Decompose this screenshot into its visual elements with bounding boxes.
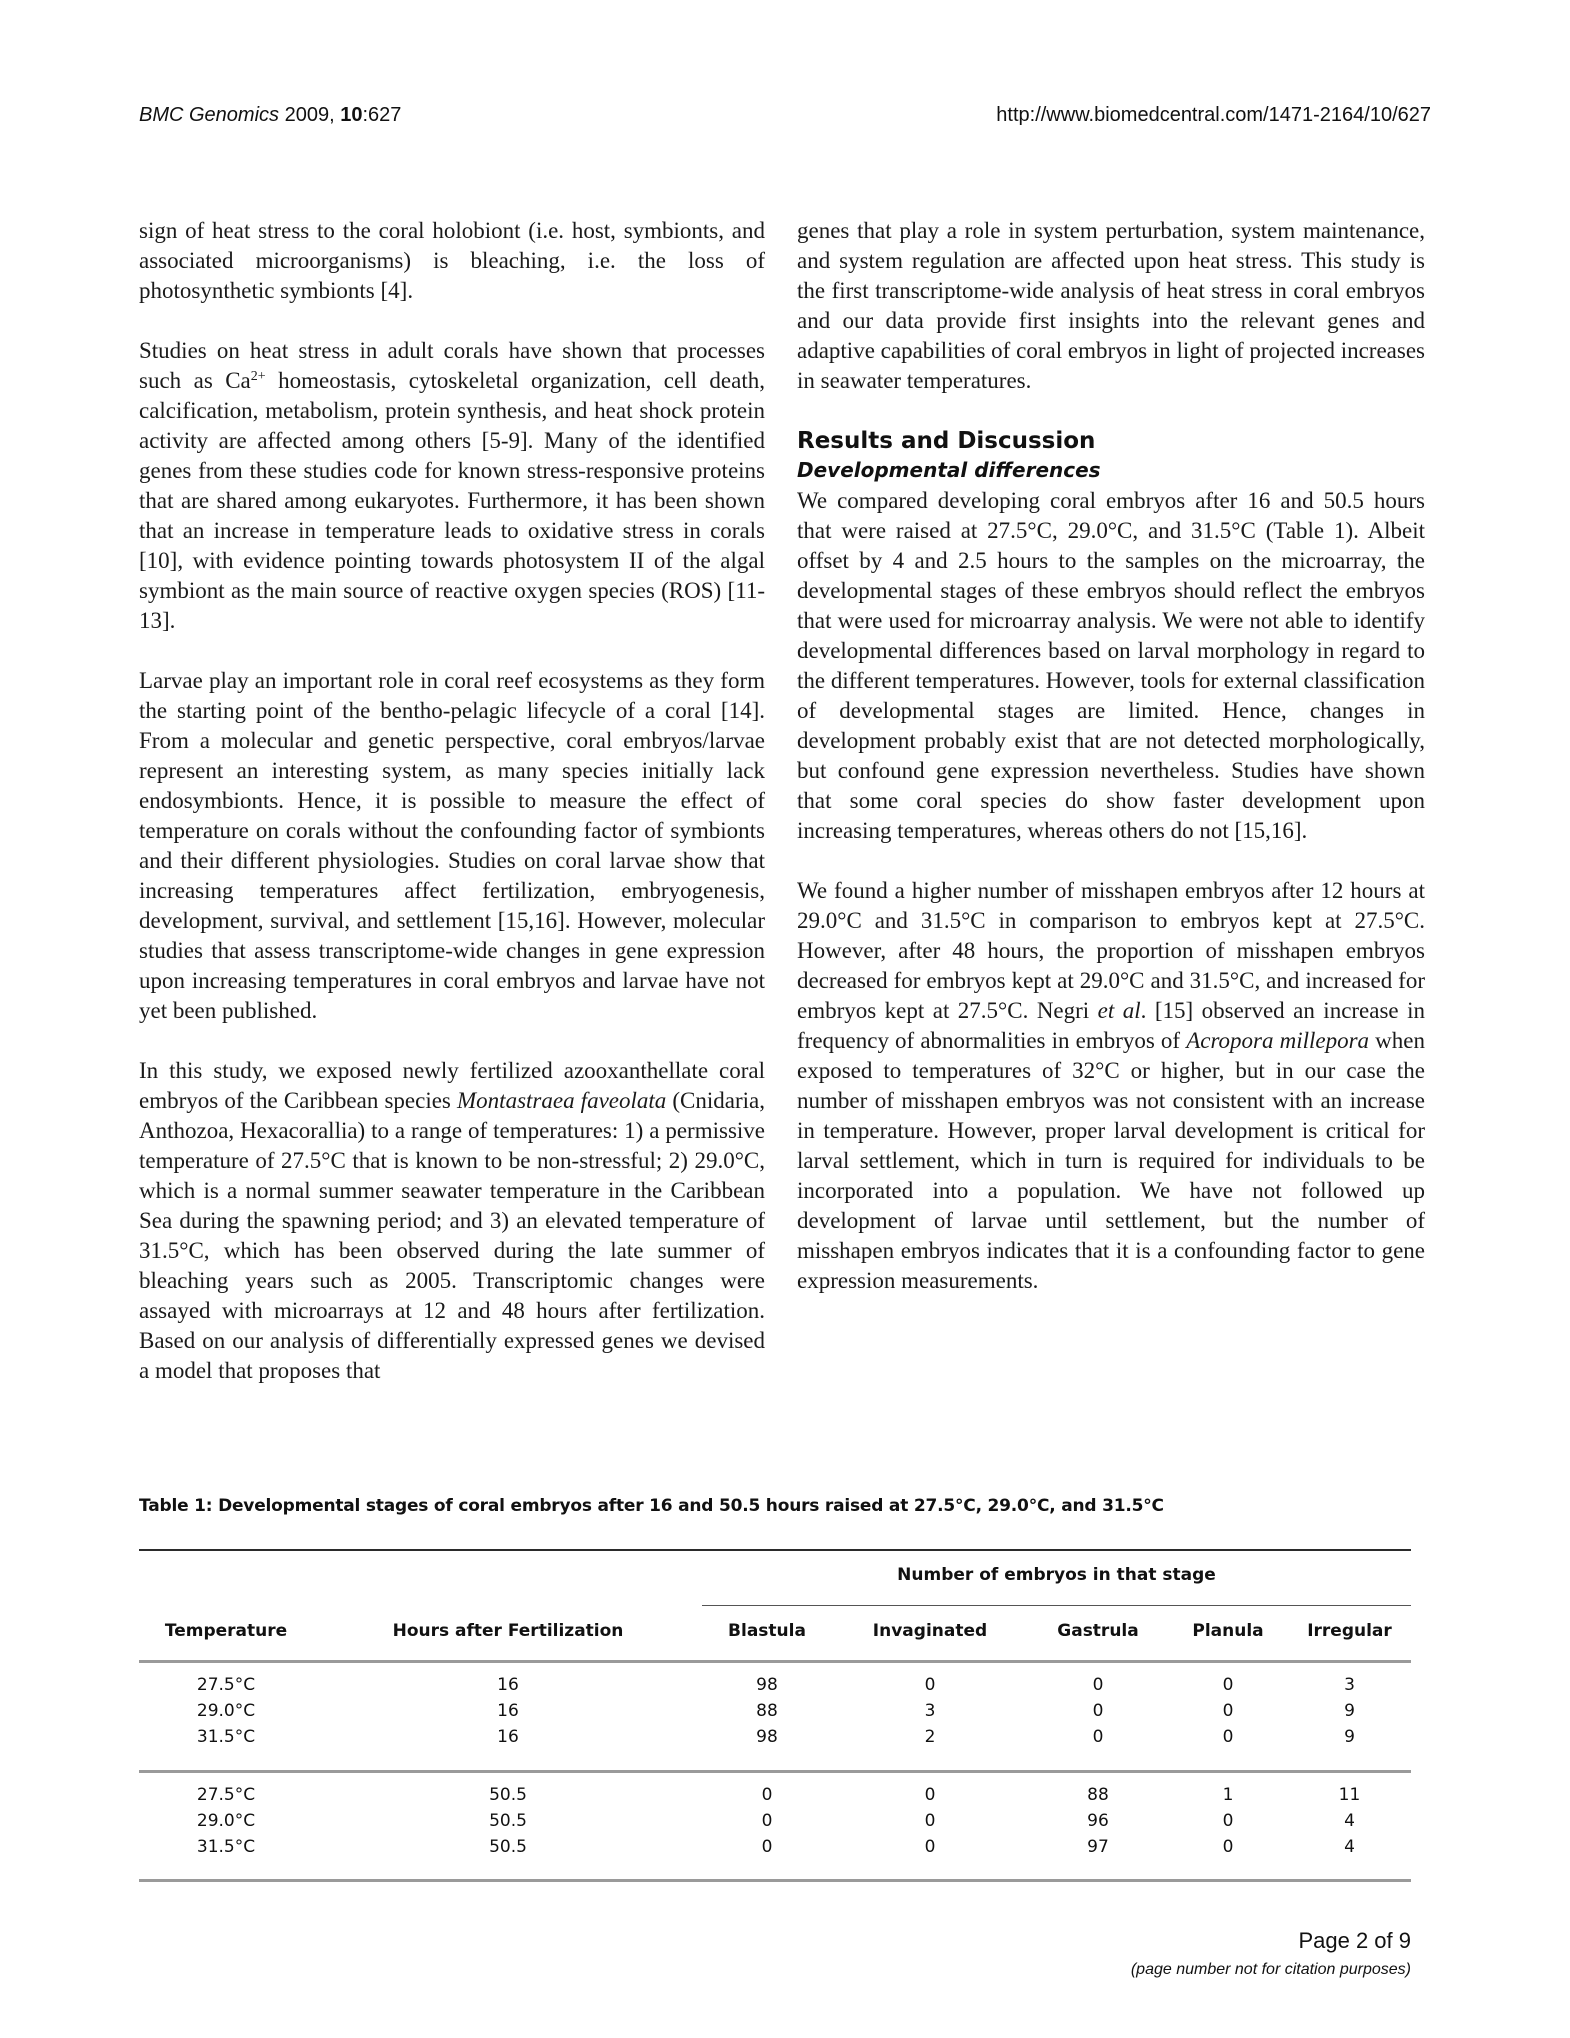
cell-irregular: 4 [1344,1811,1355,1831]
journal-year: 2009, [284,104,335,126]
text-run: Studies on heat stress in adult corals have shown that processes such as Ca [139,338,765,393]
page-number: Page 2 of 9 [1298,1928,1411,1953]
cell-invaginated: 0 [924,1837,936,1857]
species-name: Acropora millepora [1186,1028,1370,1053]
cell-planula: 0 [1222,1727,1234,1747]
journal-name: BMC Genomics [139,104,280,126]
cell-temperature: 27.5°C [196,1675,256,1695]
column-header: Planula [1192,1621,1264,1641]
et-al: et al [1097,998,1141,1023]
cell-blastula: 0 [761,1811,773,1831]
cell-hours: 50.5 [489,1785,527,1805]
cell-planula: 0 [1222,1675,1234,1695]
cell-invaginated: 0 [924,1811,936,1831]
cell-blastula: 98 [756,1675,778,1695]
cell-hours: 16 [497,1675,519,1695]
page-number-note: (page number not for citation purposes) [1130,1961,1411,1978]
group-header: Number of embryos in that stage [897,1565,1216,1585]
cell-hours: 50.5 [489,1837,527,1857]
paragraph [797,876,1425,1296]
cell-irregular: 9 [1344,1727,1355,1747]
paragraph: sign of heat stress to the coral holobiont (i.e. host, symbionts, and associated microorganisms) is bleaching, i.e. the loss of photosynthetic symbionts [4]. [139,218,765,303]
cell-invaginated: 2 [924,1727,936,1747]
cell-planula: 0 [1222,1837,1234,1857]
superscript: 2+ [250,369,266,384]
column-header: Hours after Fertilization [392,1621,624,1641]
column-header: Invaginated [872,1621,988,1641]
cell-invaginated: 3 [924,1701,936,1721]
cell-blastula: 0 [761,1785,773,1805]
cell-gastrula: 0 [1092,1701,1104,1721]
section-heading: Results and Discussion [797,428,1096,454]
cell-blastula: 0 [761,1837,773,1857]
cell-planula: 1 [1222,1785,1234,1805]
text-run: (Cnidaria, Anthozoa, Hexacorallia) to a range of temperatures: 1) a permissive temperature of 27.5°C that is known to be non-stressful; 2) 29.0°C, which is a normal summer seawater temperature in the Caribbean Sea during the spawning period; and 3) an elevated temperature of 31.5°C, which has been observed during the late summer of bleaching years such as 2005. Transcriptomic changes were assayed with microarrays at 12 and 48 hours after fertilization. Based on our analysis of differentially expressed genes we devised a model that proposes that [139,1088,766,1383]
cell-irregular: 9 [1344,1701,1355,1721]
column-header: Temperature [164,1621,288,1641]
cell-irregular: 11 [1338,1785,1361,1805]
text-run: In this study, we exposed newly fertilized azooxanthellate coral embryos of the Caribbean species [139,1058,765,1113]
journal-citation [139,104,401,127]
cell-hours: 16 [497,1727,519,1747]
cell-invaginated: 0 [924,1785,936,1805]
cell-gastrula: 0 [1092,1727,1104,1747]
table-top-rule [139,1549,1411,1551]
group-header-rule [702,1605,1411,1606]
cell-planula: 0 [1222,1701,1234,1721]
article-url[interactable]: http://www.biomedcentral.com/1471-2164/10/627 [996,104,1431,126]
text-run: when exposed to temperatures of 32°C or higher, but in our case the number of misshapen embryos was not consistent with an increase in temperature. However, proper larval development is critical for larval settlement, which in turn is required for individuals to be incorporated into a population. We have not followed up development of larvae until settlement, but the number of misshapen embryos indicates that it is a confounding factor to gene expression measurements. [797,1028,1425,1293]
left-column [139,216,765,1416]
cell-temperature: 31.5°C [196,1837,256,1857]
cell-temperature: 31.5°C [196,1727,256,1747]
cell-planula: 0 [1222,1811,1234,1831]
cell-blastula: 98 [756,1727,778,1747]
column-header: Gastrula [1057,1621,1139,1641]
text-run: . [15] observed an increase in frequency of abnormalities in embryos of [797,998,1425,1053]
right-column [797,216,1425,1326]
subsection-heading: Developmental differences [797,458,1101,482]
cell-irregular: 3 [1344,1675,1355,1695]
text-run: We found a higher number of misshapen embryos after 12 hours at 29.0°C and 31.5°C in comparison to embryos kept at 27.5°C. However, after 48 hours, the proportion of misshapen embryos decreased for embryos kept at 29.0°C and 31.5°C, and increased for embryos kept at 27.5°C. Negri [797,878,1425,1023]
cell-irregular: 4 [1344,1837,1355,1857]
cell-hours: 50.5 [489,1811,527,1831]
cell-gastrula: 88 [1087,1785,1109,1805]
paragraph [139,336,765,636]
paragraph: genes that play a role in system perturbation, system maintenance, and system regulation are affected upon heat stress. This study is the first transcriptome-wide analysis of heat stress in coral embryos and our data provide first insights into the relevant genes and adaptive capabilities of coral embryos in light of projected increases in seawater temperatures. [797,218,1425,393]
cell-invaginated: 0 [924,1675,936,1695]
cell-temperature: 27.5°C [196,1785,256,1805]
journal-volume: 10 [340,104,363,126]
table-caption: Table 1: Developmental stages of coral embryos after 16 and 50.5 hours raised at 27.5°C, 29.0°C, and 31.5°C [139,1496,1164,1516]
column-header: Blastula [728,1621,806,1641]
cell-gastrula: 0 [1092,1675,1104,1695]
group-separator-rule [139,1770,1411,1773]
column-header: Irregular [1307,1621,1392,1641]
text-run: homeostasis, cytoskeletal organization, cell death, calcification, metabolism, protein synthesis, and heat shock protein activity are affected among others [5-9]. Many of the identified genes from these studies code for known stress-responsive proteins that are shared among eukaryotes. Furthermore, it has been shown that an increase in temperature leads to oxidative stress in corals [10], with evidence pointing towards photosystem II of the algal symbiont as the main source of reactive oxygen species (ROS) [11-13]. [139,368,765,633]
running-header [139,104,1431,132]
cell-temperature: 29.0°C [196,1701,256,1721]
cell-gastrula: 96 [1087,1811,1109,1831]
cell-gastrula: 97 [1087,1837,1109,1857]
cell-hours: 16 [497,1701,519,1721]
cell-blastula: 88 [756,1701,778,1721]
species-name: Montastraea faveolata [457,1088,667,1113]
paragraph: Larvae play an important role in coral reef ecosystems as they form the starting point of the bentho-pelagic lifecycle of a coral [14]. From a molecular and genetic perspective, coral embryos/larvae represent an interesting system, as many species initially lack endosymbionts. Hence, it is possible to measure the effect of temperature on corals without the confounding factor of symbionts and their different physiologies. Studies on coral larvae show that increasing temperatures affect fertilization, embryogenesis, development, survival, and settlement [15,16]. However, molecular studies that assess transcriptome-wide changes in gene expression upon increasing temperatures in coral embryos and larvae have not yet been published. [139,668,765,1023]
paragraph [139,1056,765,1386]
article-number: :627 [362,104,402,126]
table-bottom-rule [139,1879,1411,1882]
header-rule [139,1660,1411,1663]
paragraph: We compared developing coral embryos after 16 and 50.5 hours that were raised at 27.5°C, 29.0°C, and 31.5°C (Table 1). Albeit offset by 4 and 2.5 hours to the samples on the microarray, the developmental stages of these embryos should reflect the embryos that were used for microarray analysis. We were not able to identify developmental differences based on larval morphology in regard to the different temperatures. However, tools for external classification of developmental stages are limited. Hence, changes in development probably exist that are not detected morphologically, but confound gene expression nevertheless. Studies have shown that some coral species do show faster development upon increasing temperatures, whereas others do not [15,16]. [797,488,1425,843]
cell-temperature: 29.0°C [196,1811,256,1831]
